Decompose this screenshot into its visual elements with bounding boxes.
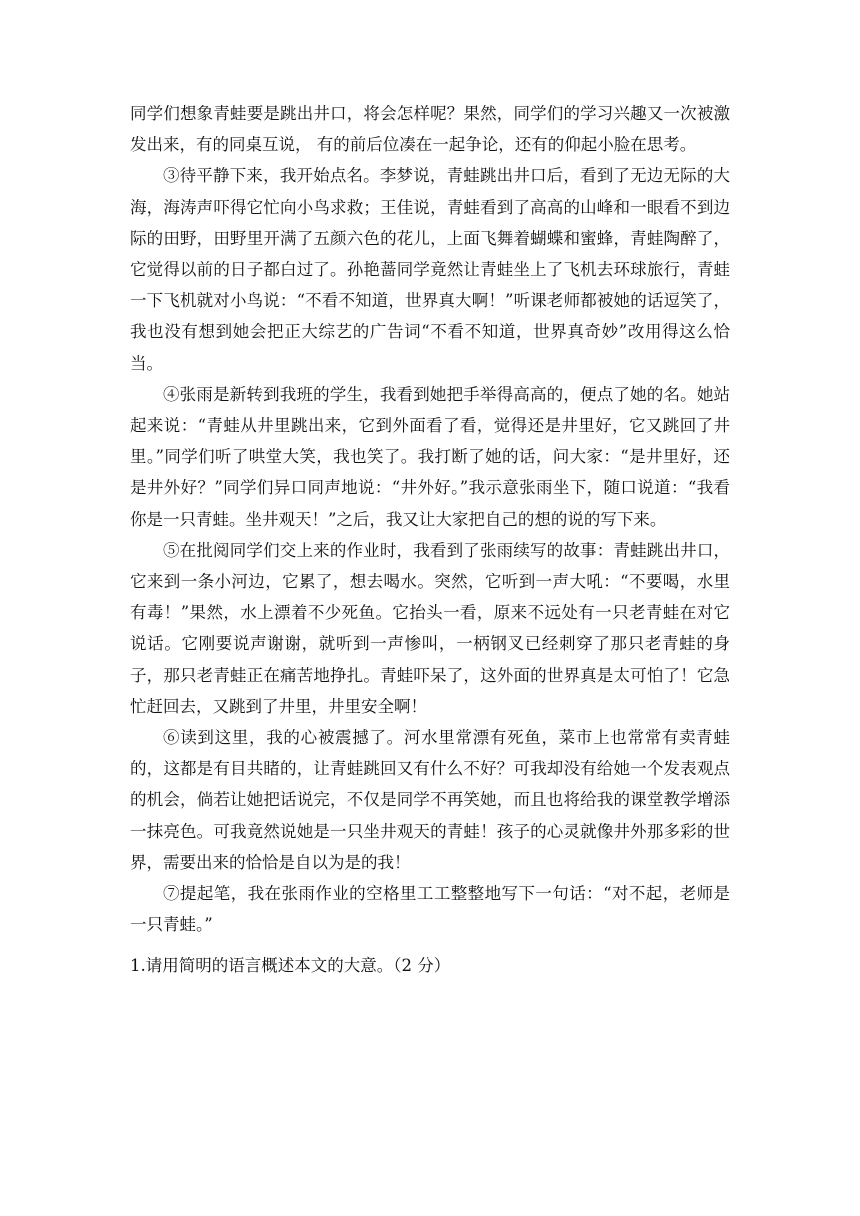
paragraph-6: ⑦提起笔，我在张雨作业的空格里工工整整地写下一句话：“对不起，老师是一只青蛙。” — [130, 884, 730, 935]
paragraph-1: 同学们想象青蛙要是跳出井口，将会怎样呢？果然，同学们的学习兴趣又一次被激发出来，有的同桌互说， 有的前后位凑在一起争论，还有的仰起小脸在思考。 — [130, 104, 730, 155]
question-1: 1.请用简明的语言概述本文的大意。（2 分） — [130, 956, 451, 976]
paragraph-3: ④张雨是新转到我班的学生，我看到她把手举得高高的，便点了她的名。她站起来说：“青蛙从井里跳出来，它到外面看了看，觉得还是井里好，它又跳回了井里。”同学们听了哄堂大笑，我也笑了。我打断了她的话，问大家：“是井里好，还是井外好？”同学们异口同声地说：“井外好。”我示意张雨坐下，随口说道：“我看你是一只青蛙。坐井观天！”之后，我又让大家把自己的想的说的写下来。 — [130, 384, 730, 529]
paragraph-5: ⑥读到这里，我的心被震撼了。河水里常漂有死鱼，菜市上也常常有卖青蛙的，这都是有目共睹的，让青蛙跳回又有什么不好？可我却没有给她一个发表观点的机会，倘若让她把话说完，不仅是同学不再笑她，而且也将给我的课堂教学增添一抹亮色。可我竟然说她是一只坐井观天的青蛙！孩子的心灵就像井外那多彩的世界，需要出来的恰恰是自以为是的我！ — [130, 728, 730, 872]
document-page — [130, 98, 730, 982]
paragraph-4: ⑤在批阅同学们交上来的作业时，我看到了张雨续写的故事：青蛙跳出井口，它来到一条小河边，它累了，想去喝水。突然，它听到一声大吼：“不要喝，水里有毒！”果然，水上漂着不少死鱼。它抬头一看，原来不远处有一只老青蛙在对它说话。它刚要说声谢谢，就听到一声惨叫，一柄钢叉已经刺穿了那只老青蛙的身子，那只老青蛙正在痛苦地挣扎。青蛙吓呆了，这外面的世界真是太可怕了！它急忙赶回去，又跳到了井里，井里安全啊！ — [130, 540, 730, 716]
paragraph-2: ③待平静下来，我开始点名。李梦说，青蛙跳出井口后，看到了无边无际的大海，海涛声吓得它忙向小鸟求救；王佳说，青蛙看到了高高的山峰和一眼看不到边际的田野，田野里开满了五颜六色的花儿，上面飞舞着蝴蝶和蜜蜂，青蛙陶醉了，它觉得以前的日子都白过了。孙艳蔷同学竟然让青蛙坐上了飞机去环球旅行，青蛙一下飞机就对小鸟说：“不看不知道，世界真大啊！”听课老师都被她的话逗笑了，我也没有想到她会把正大综艺的广告词“不看不知道，世界真奇妙”改用得这么恰当。 — [130, 166, 730, 373]
